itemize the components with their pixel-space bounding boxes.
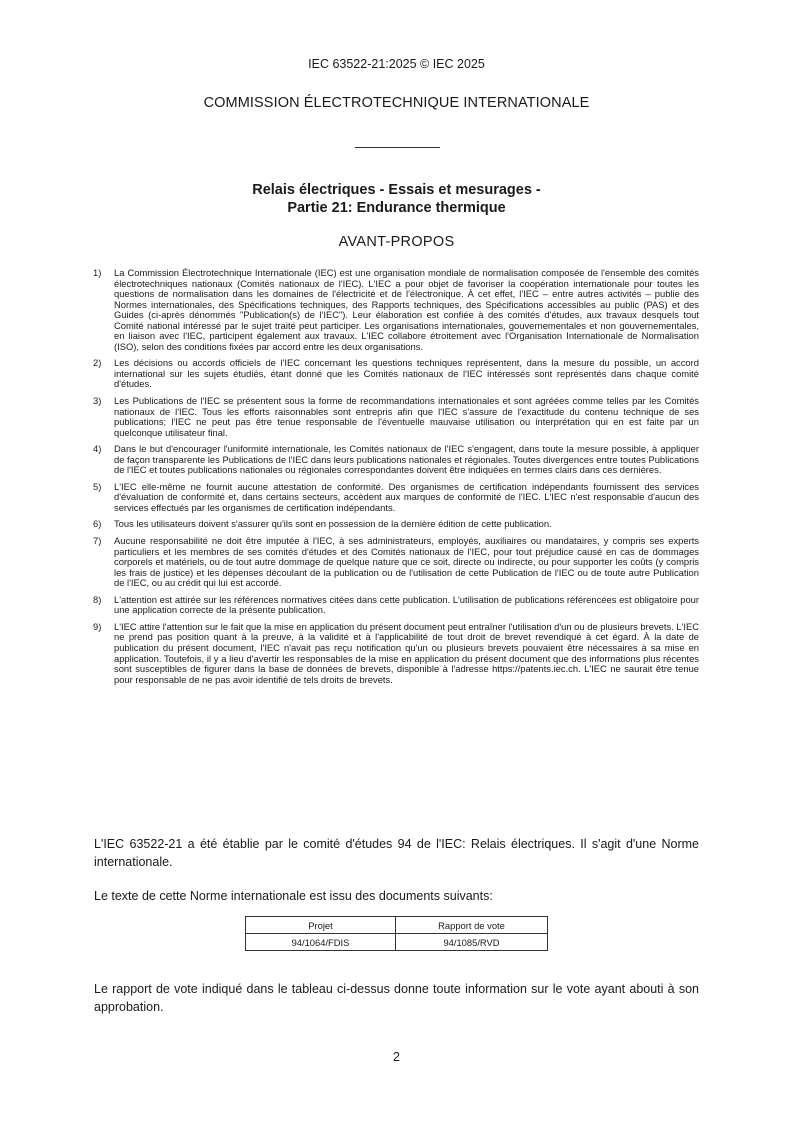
item-text: Les décisions ou accords officiels de l'IEC concernant les questions techniques représentent, dans la mesure du possible, un accord international sur les sujets étudiés, étant donné que les Comités nationaux de l'IEC intéressés sont représentés dans chaque comité d'études. — [114, 357, 699, 390]
table-row — [246, 934, 548, 951]
documents-intro-paragraph: Le texte de cette Norme internationale est issu des documents suivants: — [94, 889, 493, 903]
item-number: 8) — [93, 593, 102, 605]
page-number: 2 — [393, 1050, 400, 1064]
item-number: 2) — [93, 357, 102, 369]
title-line-2: Partie 21: Endurance thermique — [287, 200, 506, 216]
item-number: 9) — [93, 620, 102, 632]
table-cell: 94/1064/FDIS — [246, 934, 396, 951]
title-line-1: Relais électriques - Essais et mesurages - — [252, 182, 541, 198]
list-item — [93, 482, 699, 514]
list-item — [93, 519, 699, 530]
item-text: Les Publications de l'IEC se présentent sous la forme de recommandations internationales et sont agréées comme telles par les Comités nationaux de l'IEC. Tous les efforts raisonnables sont entrepris afin que l'IEC s'assure de l'exactitude du contenu technique de ses publications; l'IEC ne peut pas être tenue responsable de l'éventuelle mauvaise utilisation ou interprétation qui en est faite par un quelconque utilisateur final. — [114, 395, 699, 438]
item-text: Tous les utilisateurs doivent s'assurer qu'ils sont en possession de la dernière édition de cette publication. — [114, 518, 552, 530]
list-item — [93, 536, 699, 589]
list-item — [93, 444, 699, 476]
item-text: L'attention est attirée sur les références normatives citées dans cette publication. L'utilisation de publications référencées est obligatoire pour une application correcte de la présente publication. — [114, 593, 699, 616]
committee-paragraph: L'IEC 63522-21 a été établie par le comité d'études 94 de l'IEC: Relais électriques. Il s'agit d'une Norme internationale. — [94, 837, 699, 869]
list-item — [93, 396, 699, 438]
item-number: 3) — [93, 395, 102, 407]
item-number: 1) — [93, 267, 102, 278]
list-item — [93, 622, 699, 685]
list-item — [93, 595, 699, 616]
table-cell: 94/1085/RVD — [396, 934, 548, 951]
voting-report-paragraph: Le rapport de vote indiqué dans le tableau ci-dessus donne toute information sur le vote ayant abouti à son approbation. — [94, 982, 699, 1014]
item-number: 7) — [93, 535, 102, 547]
item-text: La Commission Électrotechnique Internationale (IEC) est une organisation mondiale de normalisation composée de l'ensemble des comités électrotechniques nationaux (Comités nationaux de l'IEC). L'IEC a pour objet de favoriser la coopération internationale pour toutes les questions de normalisation dans les domaines de l'électricité et de l'électronique. À cet effet, l'IEC – entre autres activités – publie des Normes internationales, des Spécifications techniques, des Rapports techniques, des Spécifications accessibles au public (PAS) et des Guides (ci-après dénommés "Publication(s) de l'IEC"). Leur élaboration est confiée à des comités d'études, aux travaux desquels tout Comité national intéressé par le sujet traité peut participer. Les organisations internationales, gouvernementales et non gouvernementales, en liaison avec l'IEC, participent également aux travaux. L'IEC collabore étroitement avec l'Organisation Internationale de Normalisation (ISO), selon des conditions fixées par accord entre les deux organisations. — [114, 267, 699, 352]
list-item — [93, 358, 699, 390]
list-item — [93, 268, 699, 352]
item-number: 5) — [93, 480, 102, 492]
voting-documents-table — [245, 916, 548, 951]
section-heading: AVANT-PROPOS — [338, 234, 455, 250]
column-header-projet: Projet — [246, 917, 396, 934]
item-number: 6) — [93, 518, 102, 530]
column-header-rapport: Rapport de vote — [396, 917, 548, 934]
foreword-list — [93, 268, 699, 691]
header-divider — [355, 147, 440, 148]
item-number: 4) — [93, 443, 102, 455]
item-text: Dans le but d'encourager l'uniformité internationale, les Comités nationaux de l'IEC s'engagent, dans toute la mesure possible, à appliquer de façon transparente les Publications de l'IEC dans leurs publications nationales et régionales. Toutes divergences entre toutes Publications de l'IEC et toutes publications nationales ou régionales correspondantes doivent être indiquées en termes clairs dans ces dernières. — [114, 443, 699, 476]
document-id: IEC 63522-21:2025 © IEC 2025 — [308, 57, 485, 71]
item-text: Aucune responsabilité ne doit être imputée à l'IEC, à ses administrateurs, employés, auxiliaires ou mandataires, y compris ses experts particuliers et les membres de ses comités d'études et des Comités nationaux de l'IEC, pour tout préjudice causé en cas de dommages corporels et matériels, ou de tout autre dommage de quelque nature que ce soit, directe ou indirecte, ou pour supporter les coûts (y compris les frais de justice) et les dépenses découlant de la publication ou de l'utilisation de cette Publication de l'IEC ou de toute autre Publication de l'IEC, ou au crédit qui lui est accordé. — [114, 535, 699, 589]
table-header-row — [246, 917, 548, 934]
item-text: L'IEC attire l'attention sur le fait que la mise en application du présent document peut entraîner l'utilisation d'un ou de plusieurs brevets. L'IEC ne prend pas position quant à la preuve, à la validité et à l'applicabilité de tout droit de brevet revendiqué à cet égard. À la date de publication du présent document, l'IEC n'avait pas reçu notification qu'un ou plusieurs brevets pouvaient être nécessaires à sa mise en application. Toutefois, il y a lieu d'avertir les responsables de la mise en application du présent document que des informations plus récentes sont susceptibles de figurer dans la base de données de brevets, disponible à l'adresse https://patents.iec.ch. L'IEC ne saurait être tenue pour responsable de ne pas avoir identifié de tels droits de brevets. — [114, 620, 699, 685]
organization-name: COMMISSION ÉLECTROTECHNIQUE INTERNATIONALE — [203, 95, 590, 111]
document-title — [0, 181, 793, 217]
item-text: L'IEC elle-même ne fournit aucune attestation de conformité. Des organismes de certification indépendants fournissent des services d'évaluation de conformité et, dans certains secteurs, accèdent aux marques de conformité de l'IEC. L'IEC n'est responsable d'aucun des services effectués par les organismes de certification indépendants. — [114, 480, 699, 513]
